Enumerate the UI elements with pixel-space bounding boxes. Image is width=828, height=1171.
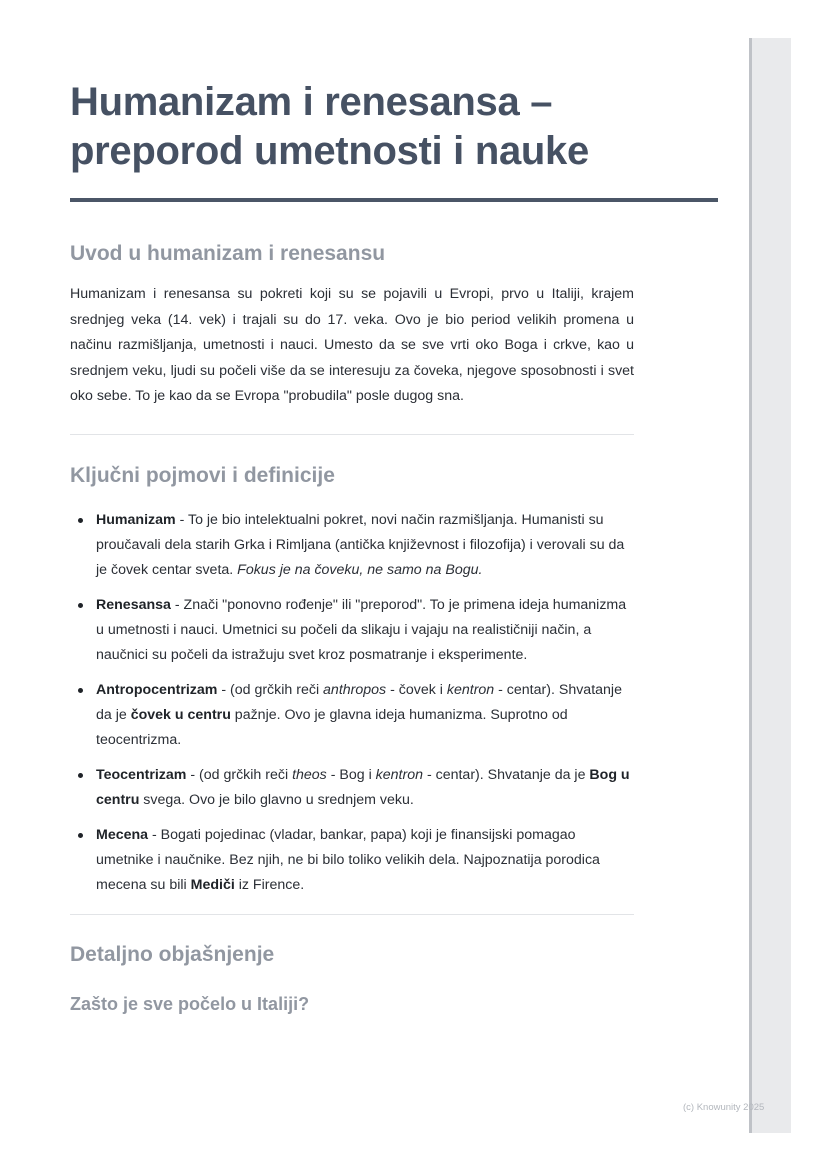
copyright-footer: (c) Knowunity 2025 <box>683 1102 765 1113</box>
definition-text: - centar). Shvatanje da je <box>423 766 590 783</box>
definition-text: svega. Ovo je bilo glavno u srednjem veku. <box>139 791 414 808</box>
definition-emphasis: kentron <box>375 766 423 783</box>
document-page <box>70 78 718 1016</box>
list-item <box>70 678 630 753</box>
details-subheading: Zašto je sve počelo u Italiji? <box>70 993 310 1014</box>
definition-text: - centar). Shvatanje da je <box>96 681 622 723</box>
definitions-heading: Ključni pojmovi i definicije <box>70 463 335 487</box>
definition-text: - (od grčkih reči <box>186 766 293 783</box>
definition-emphasis: theos <box>292 766 327 783</box>
section-divider <box>70 434 634 435</box>
definition-text: iz Firence. <box>234 876 305 893</box>
page-side-panel <box>749 38 791 1133</box>
definition-text: - (od grčkih reči <box>217 681 324 698</box>
list-item <box>70 508 630 583</box>
term-humanizam: Humanizam <box>96 511 176 528</box>
term-renesansa: Renesansa <box>96 596 171 613</box>
definition-text: - Bog i <box>326 766 376 783</box>
definition-text: pažnje. Ovo je glavna ideja humanizma. Suprotno od teocentrizma. <box>96 706 568 748</box>
intro-heading: Uvod u humanizam i renesansu <box>70 242 386 265</box>
definition-bold: čovek u centru <box>130 706 231 723</box>
list-item <box>70 823 630 898</box>
title-divider <box>70 198 718 202</box>
definition-text: - Znači "ponovno rođenje" ili "preporod". To je primena ideja humanizma u umetnosti i nauci. Umetnici su počeli da slikaju i vajaju na realističniji način, a naučnici su počeli da istražuju svet kroz posmatranje i eksperimente. <box>96 596 627 663</box>
details-heading: Detaljno objašnjenje <box>70 942 275 966</box>
term-mecena: Mecena <box>96 826 149 843</box>
intro-paragraph: Humanizam i renesansa su pokreti koji su se pojavili u Evropi, prvo u Italiji, krajem srednjeg veka (14. vek) i trajali su do 17. veka. Ovo je bio period velikih promena u načinu razmišljanja, umetnosti i nauci. Umesto da se sve vrti oko Boga i crkve, kao u srednjem veku, ljudi su počeli više da se interesuju za čoveka, njegove sposobnosti i svet oko sebe. To je kao da se Evropa "probudila" posle dugog sna. <box>70 286 634 404</box>
section-divider <box>70 914 634 915</box>
definition-text: - To je bio intelektualni pokret, novi način razmišljanja. Humanisti su proučavali dela starih Grka i Rimljana (antička književnost i filozofija) i verovali su da je čovek centar sveta. <box>96 511 625 578</box>
definition-emphasis: kentron <box>446 681 495 698</box>
document-title: Humanizam i renesansa – preporod umetnosti i nauke <box>70 80 589 173</box>
list-item <box>70 763 630 813</box>
definition-emphasis: Fokus je na čoveku, ne samo na Bogu. <box>237 561 483 578</box>
definition-bold: Bog u centru <box>96 766 630 808</box>
definition-text: - Bogati pojedinac (vladar, bankar, papa) koji je finansijski pomagao umetnike i naučnike. Bez njih, ne bi bilo toliko velikih dela. Najpoznatija porodica mecena su bili <box>96 826 600 893</box>
term-teocentrizam: Teocentrizam <box>96 766 187 783</box>
definitions-list <box>70 508 630 898</box>
definition-emphasis: anthropos <box>323 681 387 698</box>
list-item <box>70 593 630 668</box>
term-antropocentrizam: Antropocentrizam <box>96 681 218 698</box>
definition-text: - čovek i <box>386 681 447 698</box>
definition-bold: Mediči <box>190 876 235 893</box>
